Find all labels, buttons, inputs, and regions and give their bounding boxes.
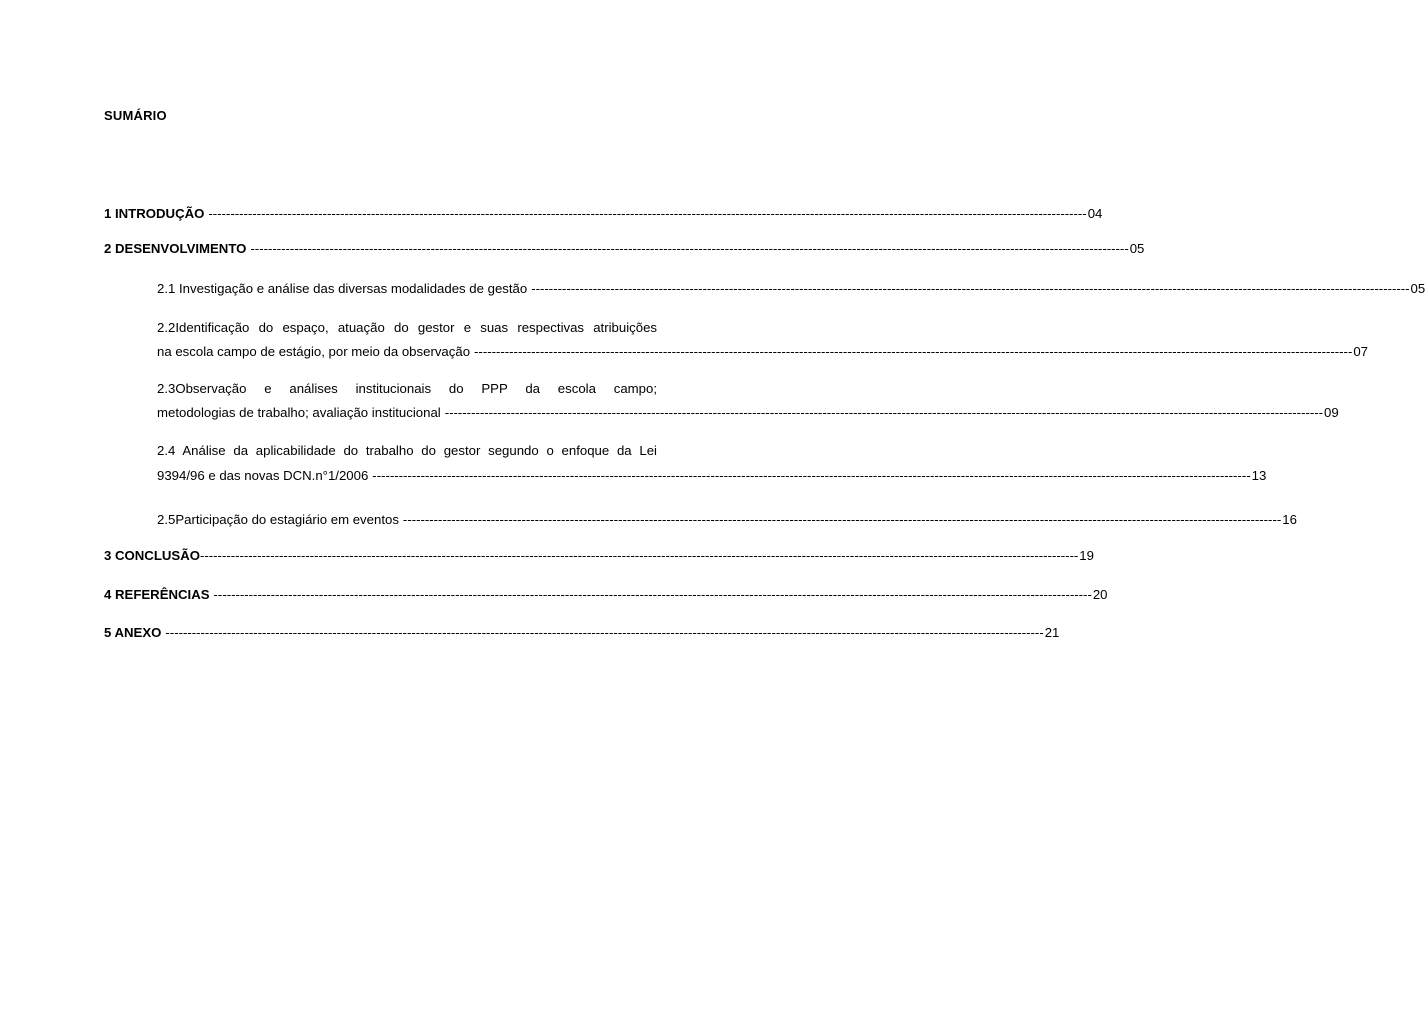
toc-entry-2-2-line1[interactable]: 2.2Identificação do espaço, atuação do gestor e suas respectivas atribuições — [157, 320, 657, 335]
toc-entry-introducao[interactable] — [104, 206, 1103, 222]
toc-entry-referencias[interactable] — [104, 587, 1108, 603]
toc-leader-dots: -------------------------------------------------------------------------------------------------------------------------------------------------------------------------------------------------------- — [250, 241, 1129, 256]
toc-entry-page: 13 — [1251, 468, 1267, 483]
toc-leader-dots: -------------------------------------------------------------------------------------------------------------------------------------------------------------------------------------------------------- — [165, 625, 1044, 640]
toc-leader-dots: -------------------------------------------------------------------------------------------------------------------------------------------------------------------------------------------------------- — [402, 512, 1282, 527]
toc-entry-page: 21 — [1044, 625, 1060, 640]
toc-entry-label: na escola campo de estágio, por meio da observação — [157, 344, 471, 359]
toc-entry-2-5[interactable] — [157, 512, 1297, 528]
toc-entry-label: 2 DESENVOLVIMENTO — [104, 241, 247, 256]
toc-leader-dots: -------------------------------------------------------------------------------------------------------------------------------------------------------------------------------------------------------- — [531, 281, 1410, 296]
toc-entry-2-3-line2[interactable] — [157, 405, 1339, 421]
toc-entry-label: 9394/96 e das novas DCN.n°1/2006 — [157, 468, 369, 483]
toc-entry-page: 04 — [1087, 206, 1103, 221]
toc-entry-label: 2.5Participação do estagiário em eventos — [157, 512, 399, 527]
toc-entry-page: 05 — [1410, 281, 1425, 296]
toc-leader-dots: -------------------------------------------------------------------------------------------------------------------------------------------------------------------------------------------------------- — [444, 405, 1324, 420]
toc-entry-page: 16 — [1282, 512, 1297, 527]
toc-entry-2-2-line2[interactable] — [157, 344, 1369, 360]
toc-entry-2-4-line1[interactable]: 2.4 Análise da aplicabilidade do trabalho do gestor segundo o enfoque da Lei — [157, 443, 657, 458]
toc-entry-label: 4 REFERÊNCIAS — [104, 587, 210, 602]
toc-entry-label: 5 ANEXO — [104, 625, 162, 640]
toc-leader-dots: -------------------------------------------------------------------------------------------------------------------------------------------------------------------------------------------------------- — [199, 548, 1079, 563]
toc-leader-dots: -------------------------------------------------------------------------------------------------------------------------------------------------------------------------------------------------------- — [208, 206, 1087, 221]
toc-leader-dots: -------------------------------------------------------------------------------------------------------------------------------------------------------------------------------------------------------- — [372, 468, 1251, 483]
toc-entry-page: 20 — [1092, 587, 1108, 602]
toc-entry-2-4-line2[interactable] — [157, 468, 1267, 484]
toc-entry-2-3-line1[interactable]: 2.3Observação e análises institucionais do PPP da escola campo; — [157, 381, 657, 396]
toc-entry-2-1[interactable] — [157, 281, 1425, 297]
page-title: SUMÁRIO — [104, 108, 167, 123]
toc-entry-page: 07 — [1353, 344, 1369, 359]
toc-entry-page: 05 — [1129, 241, 1145, 256]
toc-entry-conclusao[interactable] — [104, 548, 1094, 564]
toc-entry-label: 2.1 Investigação e análise das diversas modalidades de gestão — [157, 281, 528, 296]
toc-entry-anexo[interactable] — [104, 625, 1060, 641]
toc-leader-dots: -------------------------------------------------------------------------------------------------------------------------------------------------------------------------------------------------------- — [213, 587, 1092, 602]
toc-entry-label: 3 CONCLUSÃO — [104, 548, 200, 563]
toc-entry-page: 09 — [1324, 405, 1339, 420]
toc-leader-dots: -------------------------------------------------------------------------------------------------------------------------------------------------------------------------------------------------------- — [474, 344, 1353, 359]
toc-entry-desenvolvimento[interactable] — [104, 241, 1145, 257]
toc-entry-page: 19 — [1079, 548, 1094, 563]
toc-entry-label: 1 INTRODUÇÃO — [104, 206, 205, 221]
toc-entry-label: metodologias de trabalho; avaliação institucional — [157, 405, 441, 420]
